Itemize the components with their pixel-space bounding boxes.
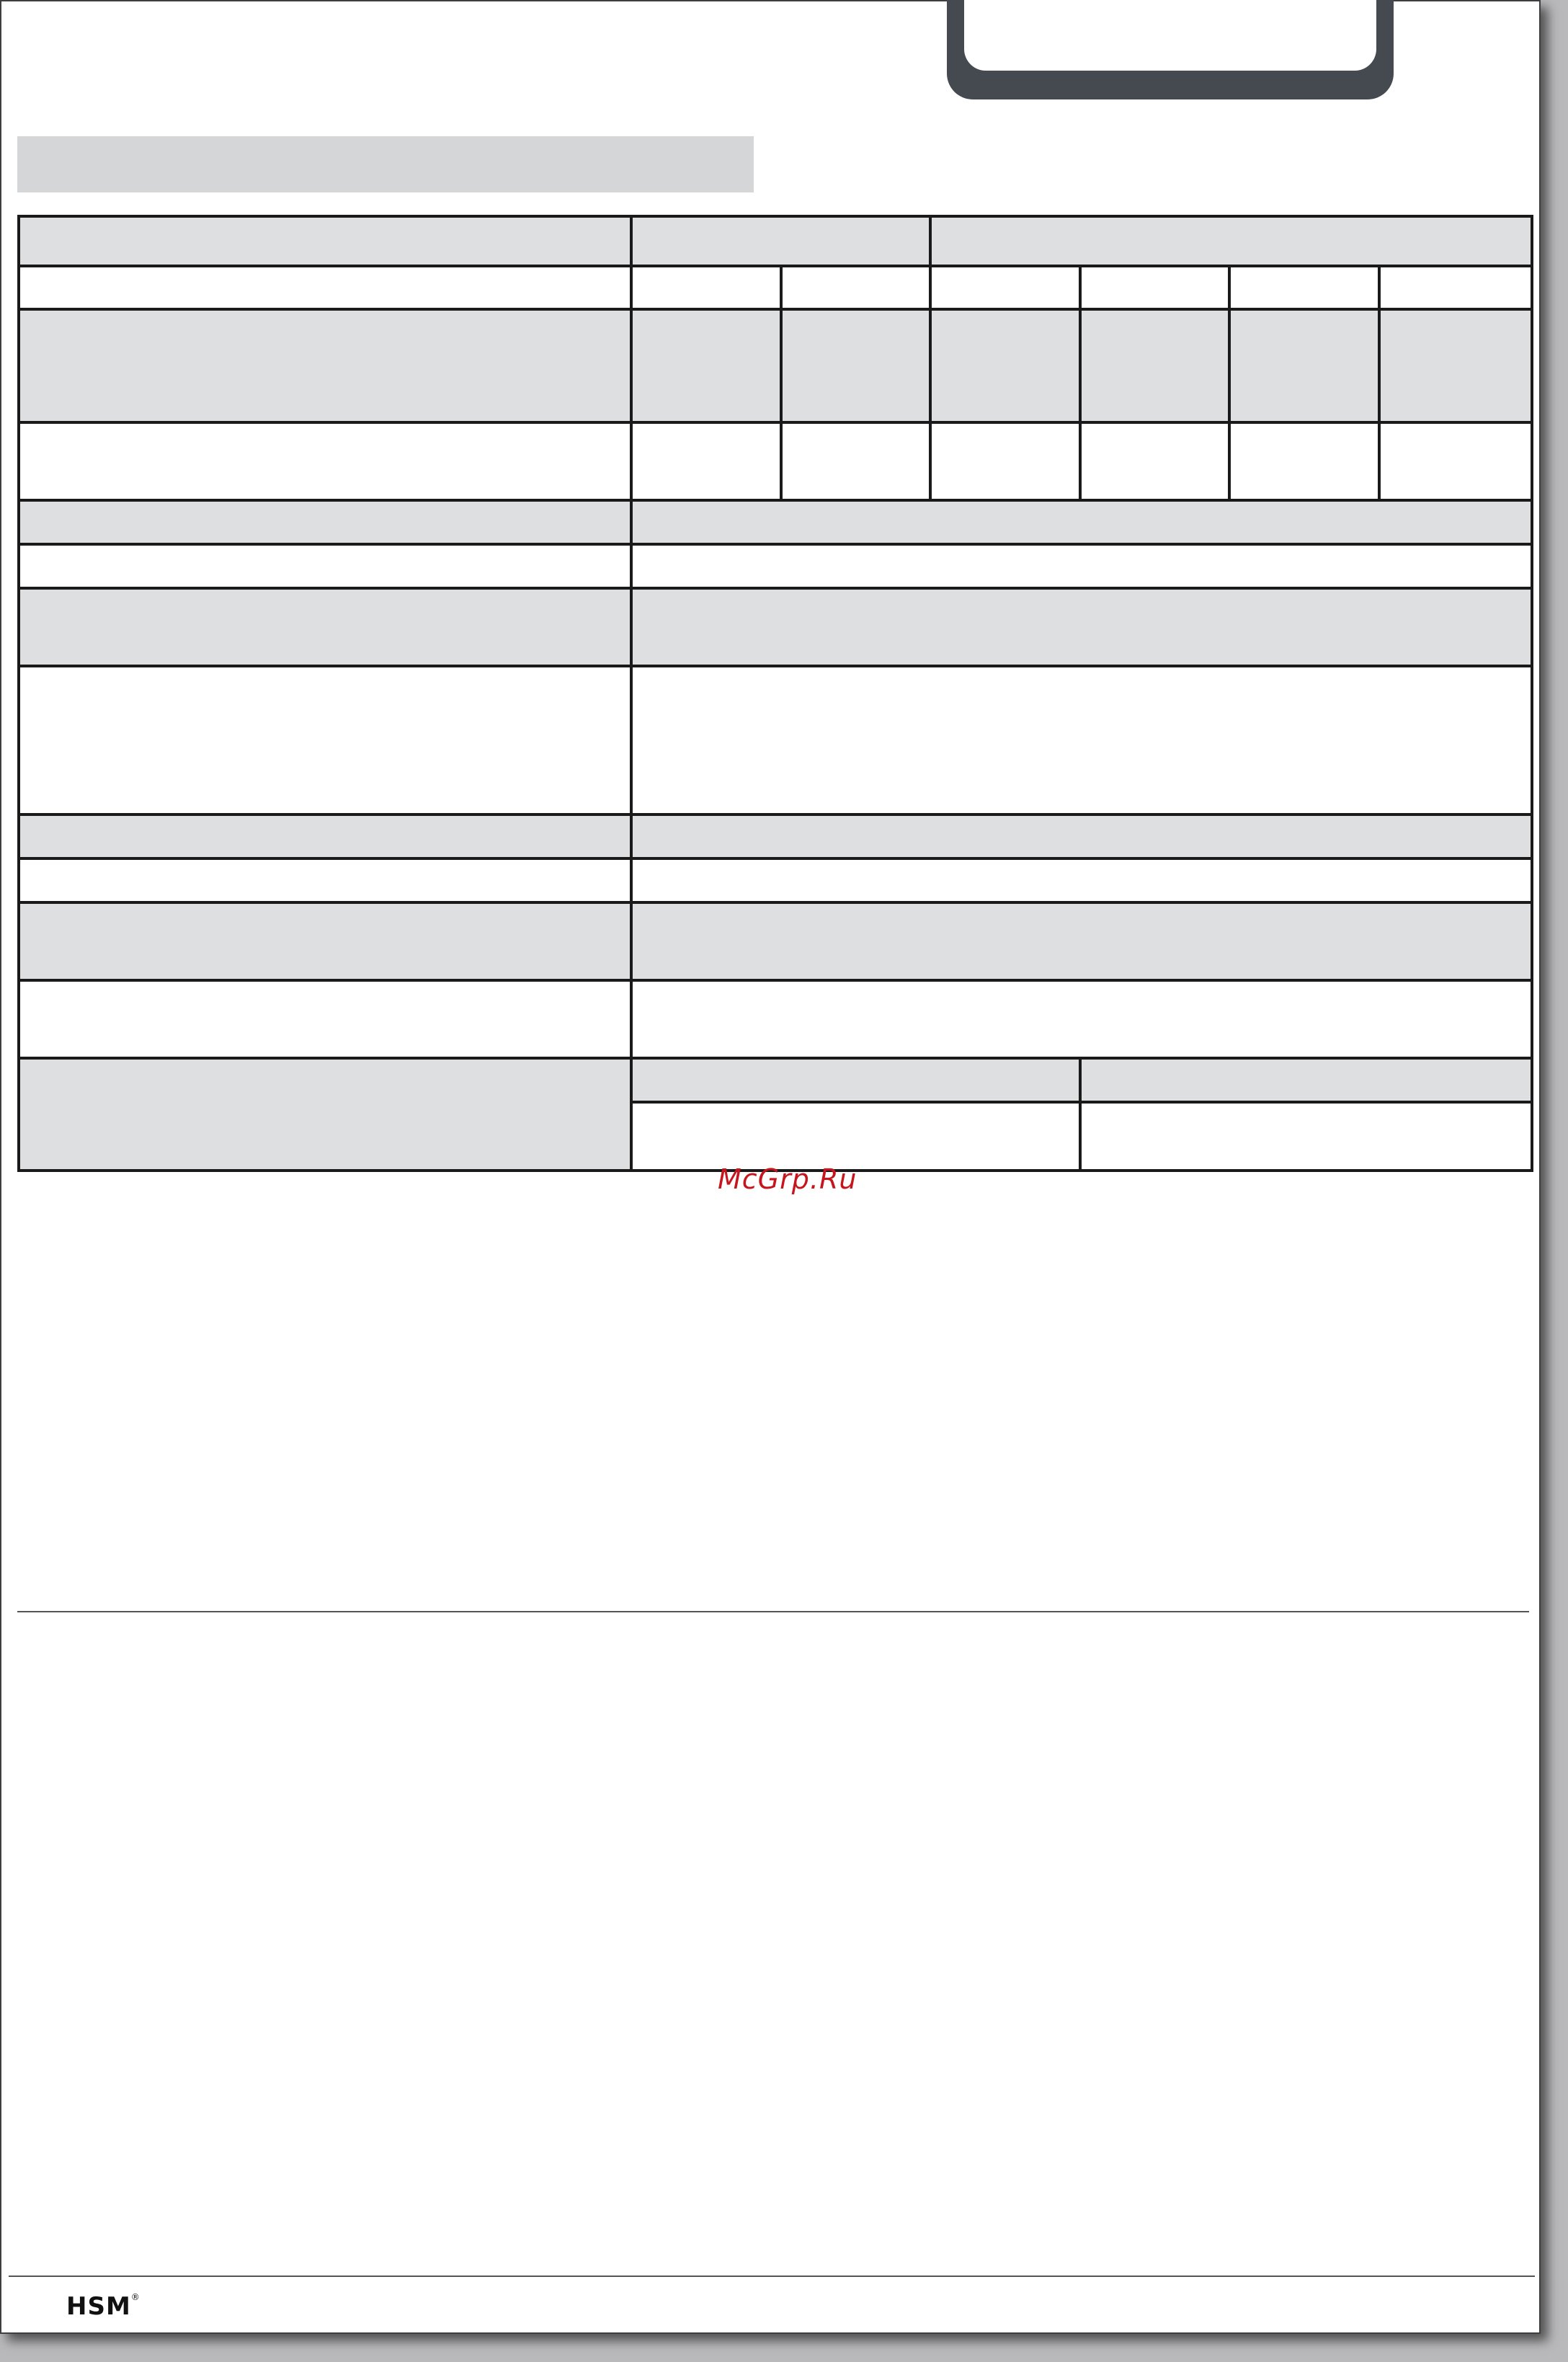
table-cell	[1379, 309, 1532, 422]
table-cell	[781, 266, 930, 309]
table-cell	[1080, 1058, 1532, 1102]
spec-table	[17, 215, 1533, 1172]
table-cell	[19, 666, 631, 814]
table-cell	[1080, 422, 1229, 500]
table-row	[19, 422, 1532, 500]
table-cell	[781, 309, 930, 422]
page-tab-inner	[964, 0, 1376, 71]
table-cell	[1080, 266, 1229, 309]
table-cell	[1379, 422, 1532, 500]
table-cell	[930, 422, 1080, 500]
table-cell	[631, 902, 1532, 980]
table-cell	[19, 500, 631, 544]
table-cell	[19, 980, 631, 1058]
table-cell	[19, 266, 631, 309]
footer-rule	[9, 2276, 1535, 2277]
table-cell	[631, 1102, 1080, 1171]
table-cell	[19, 544, 631, 588]
table-cell	[781, 422, 930, 500]
table-row	[19, 544, 1532, 588]
table-cell	[1229, 422, 1379, 500]
table-row	[19, 814, 1532, 858]
section-divider	[17, 1611, 1529, 1612]
table-row	[19, 266, 1532, 309]
table-cell	[631, 544, 1532, 588]
table-row	[19, 980, 1532, 1058]
table-cell	[631, 500, 1532, 544]
table-row	[19, 858, 1532, 902]
table-cell	[631, 266, 781, 309]
table-row	[19, 666, 1532, 814]
table-cell	[930, 309, 1080, 422]
table-cell	[19, 814, 631, 858]
table-cell	[19, 1058, 631, 1171]
table-cell	[19, 422, 631, 500]
table-cell	[930, 216, 1532, 266]
table-cell	[930, 266, 1080, 309]
table-cell	[631, 666, 1532, 814]
table-cell	[1080, 309, 1229, 422]
table-cell	[631, 422, 781, 500]
table-row	[19, 902, 1532, 980]
table-cell	[19, 588, 631, 666]
registered-mark: ®	[130, 2292, 141, 2302]
table-row	[19, 500, 1532, 544]
table-row	[19, 216, 1532, 266]
table-cell	[631, 814, 1532, 858]
table-row	[19, 1058, 1532, 1102]
table-cell	[19, 216, 631, 266]
table-cell	[19, 902, 631, 980]
brand-name: HSM	[66, 2292, 131, 2321]
table-cell	[1229, 309, 1379, 422]
table-row	[19, 588, 1532, 666]
table-cell	[19, 309, 631, 422]
watermark-text: McGrp.Ru	[718, 1163, 858, 1195]
table-row	[19, 309, 1532, 422]
section-title-bar	[17, 136, 754, 192]
page-tab	[947, 0, 1394, 99]
table-cell	[631, 980, 1532, 1058]
brand-logo	[66, 2292, 141, 2321]
table-cell	[631, 588, 1532, 666]
table-cell	[631, 216, 930, 266]
table-cell	[631, 858, 1532, 902]
table-cell	[1229, 266, 1379, 309]
table-cell	[1379, 266, 1532, 309]
table-cell	[631, 1058, 1080, 1102]
table-cell	[19, 858, 631, 902]
table-cell	[1080, 1102, 1532, 1171]
table-cell	[631, 309, 781, 422]
